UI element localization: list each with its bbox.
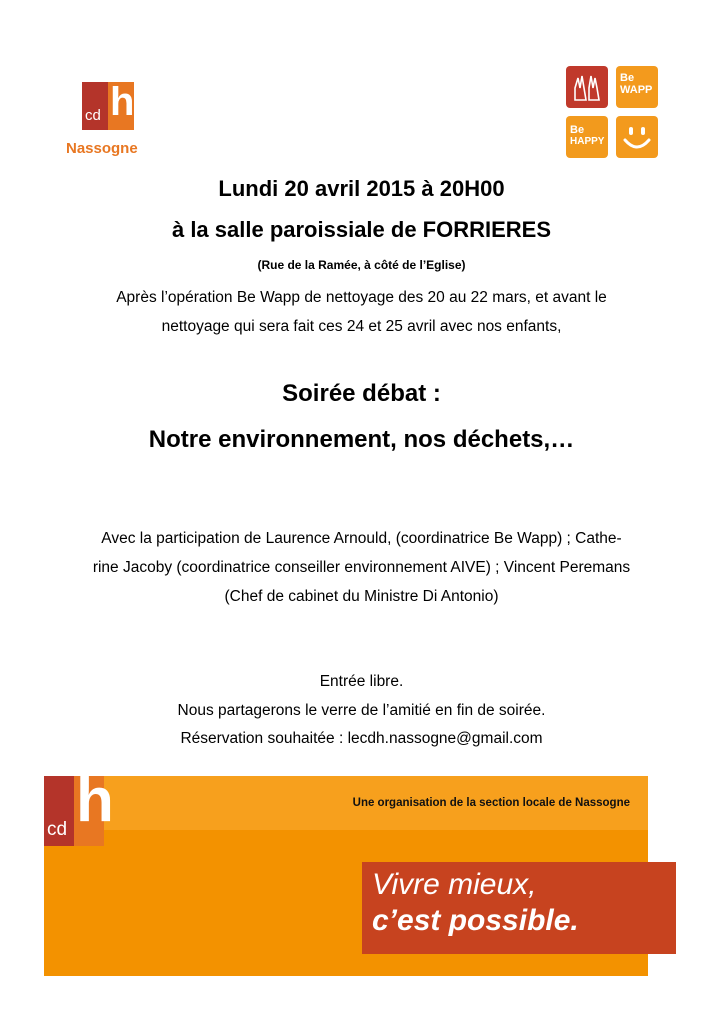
- entry-info: Entrée libre.: [319, 673, 404, 690]
- event-venue: à la salle paroissiale de FORRIERES: [171, 217, 552, 242]
- be-wapp-line-2: WAPP: [620, 84, 653, 96]
- logo-caption: Nassogne: [66, 140, 138, 157]
- be-happy-tile: [566, 116, 608, 158]
- slogan-line-2: c’est possible.: [372, 904, 579, 937]
- slogan-line-1: Vivre mieux,: [372, 868, 537, 901]
- debate-subtitle: Notre environnement, nos déchets,…: [148, 426, 575, 453]
- cdh-logo-cd: cd: [85, 107, 101, 124]
- cdh-logo-h: h: [110, 80, 135, 124]
- drink-info: Nous partagerons le verre de l’amitié en fin de soirée.: [177, 702, 546, 719]
- reservation-info: Réservation souhaitée : lecdh.nassogne@gmail.com: [180, 730, 543, 747]
- hands-icon: [566, 66, 608, 108]
- intro-line-1: Après l’opération Be Wapp de nettoyage des 20 au 22 mars, et avant le: [116, 289, 607, 306]
- be-happy-line-1: Be: [570, 124, 585, 136]
- participants-line-3: (Chef de cabinet du Ministre Di Antonio): [224, 588, 499, 605]
- event-date: Lundi 20 avril 2015 à 20H00: [218, 176, 505, 201]
- participants-line-2: rine Jacoby (coordinatrice conseiller environnement AIVE) ; Vincent Peremans: [92, 559, 631, 576]
- be-wapp-line-1: Be: [620, 72, 635, 84]
- footer-logo-h: h: [76, 766, 114, 835]
- smiley-icon: [616, 116, 658, 158]
- intro-line-2: nettoyage qui sera fait ces 24 et 25 avril avec nos enfants,: [161, 318, 562, 335]
- debate-title: Soirée débat :: [282, 380, 441, 407]
- event-address: (Rue de la Ramée, à côté de l’Eglise): [257, 258, 466, 272]
- footer-logo-cd: cd: [47, 819, 68, 840]
- be-happy-line-2: HAPPY: [570, 136, 605, 147]
- participants-line-1: Avec la participation de Laurence Arnould, (coordinatrice Be Wapp) ; Cathe-: [101, 530, 622, 547]
- be-wapp-tile: [616, 66, 658, 108]
- organisation-text: Une organisation de la section locale de Nassogne: [352, 797, 630, 809]
